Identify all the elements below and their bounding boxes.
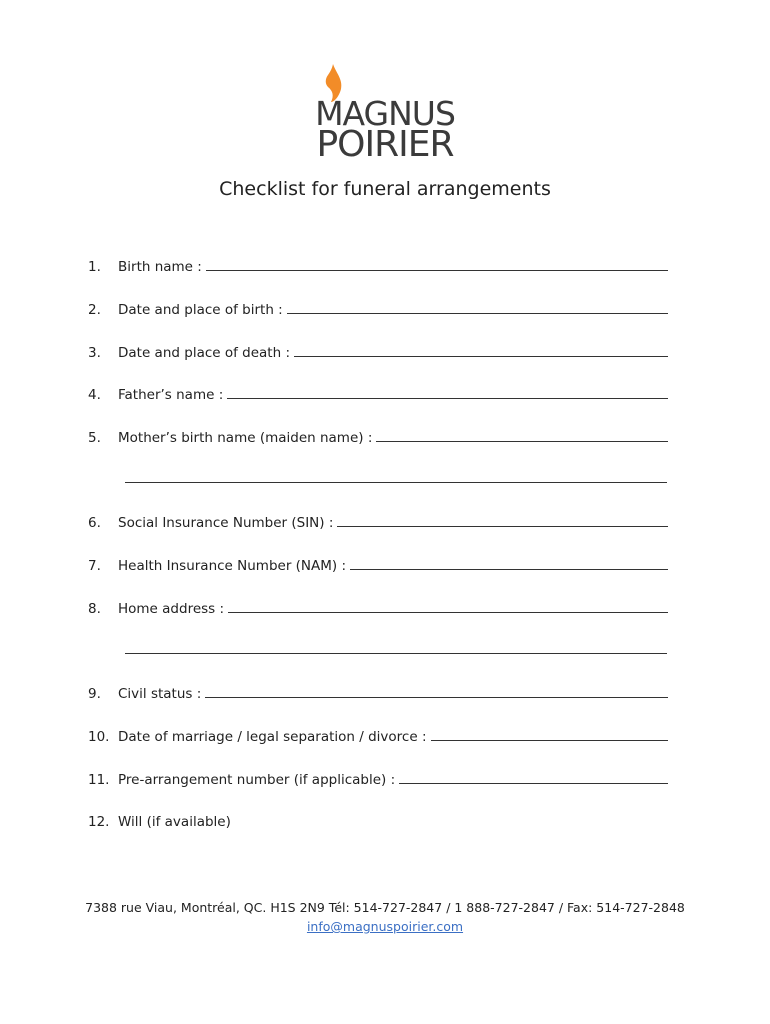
field-birth-name: [88, 253, 668, 275]
fill-line-continuation[interactable]: [125, 653, 667, 654]
fill-line-continuation[interactable]: [125, 482, 667, 483]
item-label: Pre-arrangement number (if applicable) :: [118, 772, 396, 788]
fill-line[interactable]: [205, 697, 668, 698]
page-title: Checklist for funeral arrangements: [219, 178, 551, 200]
item-label: Health Insurance Number (NAM) :: [118, 558, 347, 574]
item-label: Birth name :: [118, 259, 202, 275]
item-number: 6.: [88, 515, 101, 531]
fill-line[interactable]: [376, 441, 668, 442]
item-number: 3.: [88, 345, 101, 361]
item-label: Father’s name :: [118, 387, 224, 403]
item-number: 10.: [88, 729, 110, 745]
item-label: Home address :: [118, 601, 225, 617]
fill-line[interactable]: [431, 740, 668, 741]
fill-line[interactable]: [399, 783, 668, 784]
item-label: Date and place of birth :: [118, 302, 283, 318]
item-label: Social Insurance Number (SIN) :: [118, 515, 334, 531]
field-nam: [88, 552, 668, 574]
field-date-of-marriage: [88, 723, 668, 745]
field-will: [88, 808, 668, 830]
item-label: Will (if available): [118, 814, 231, 830]
item-label: Date of marriage / legal separation / divorce :: [118, 729, 427, 745]
fill-line[interactable]: [294, 356, 668, 357]
fill-line[interactable]: [337, 526, 668, 527]
item-number: 5.: [88, 430, 101, 446]
item-number: 9.: [88, 686, 101, 702]
footer: [0, 900, 770, 934]
item-number: 2.: [88, 302, 101, 318]
logo-text-magnus: MAGNUS: [315, 94, 455, 133]
item-label: Civil status :: [118, 686, 202, 702]
fill-line[interactable]: [228, 612, 668, 613]
field-civil-status: [88, 680, 668, 702]
item-number: 1.: [88, 259, 101, 275]
field-sin: [88, 509, 668, 531]
item-label: Date and place of death :: [118, 345, 290, 361]
fill-line[interactable]: [287, 313, 668, 314]
field-date-place-birth: [88, 296, 668, 318]
item-number: 7.: [88, 558, 101, 574]
fill-line[interactable]: [227, 398, 668, 399]
footer-address: 7388 rue Viau, Montréal, QC. H1S 2N9 Tél: 514-727-2847 / 1 888-727-2847 / Fax: 514-727-2848: [85, 900, 685, 915]
fill-line[interactable]: [350, 569, 668, 570]
footer-email-link[interactable]: info@magnuspoirier.com: [306, 919, 464, 934]
item-number: 11.: [88, 772, 110, 788]
field-father-name: [88, 381, 668, 403]
field-date-place-death: [88, 339, 668, 361]
logo-text-poirier: POIRIER: [316, 124, 454, 165]
item-number: 8.: [88, 601, 101, 617]
field-pre-arrangement-number: [88, 766, 668, 788]
item-number: 12.: [88, 814, 110, 830]
fill-line[interactable]: [206, 270, 668, 271]
field-home-address: [88, 595, 668, 617]
item-number: 4.: [88, 387, 101, 403]
field-mother-birth-name: [88, 424, 668, 446]
item-label: Mother’s birth name (maiden name) :: [118, 430, 373, 446]
